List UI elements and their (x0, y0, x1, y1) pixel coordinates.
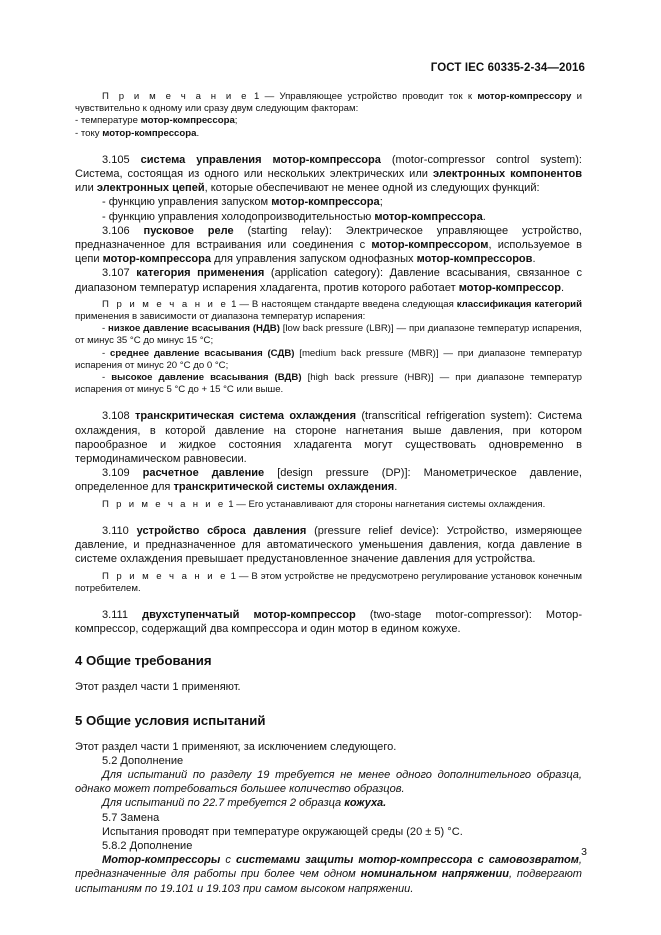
note-term: мотор-компрессора (140, 115, 235, 127)
definition-3111 (75, 608, 582, 636)
defined-term: двухступенчатый мотор-компрессор (142, 608, 356, 621)
list-item-text: - функцию управления запуском (102, 196, 272, 209)
definition-text: (motor-compressor control system): Система, состоящая из одного или нескольких электрических или (75, 153, 582, 181)
note-text: В этом устройстве не предусмотрено регулирование установок конечным потребителем. (75, 570, 583, 594)
defined-term: устройство сброса давления (136, 524, 307, 537)
definition-text: , которые обеспечивают не менее одной из следующих функций: (204, 182, 540, 195)
list-item-text: ; (379, 196, 383, 209)
term-reference: мотор-компрессора (102, 253, 212, 266)
defined-term: пусковое реле (143, 224, 234, 237)
note-label: П р и м е ч а н и е (102, 498, 226, 510)
note-term: высокое давление всасывания (ВДВ) (111, 372, 302, 384)
note-text: [low back pressure (LBR)] — при диапазоне температур испарения, от минус 35 °С до минус 15 °С; (75, 323, 582, 347)
list-item-text: - функцию управления холодопроизводительностью (102, 210, 375, 223)
definition-text: (starting relay): Электрическое управляющее устройство, предназначенное для встраивания или соединения с (75, 224, 582, 252)
note-list-item: - (102, 347, 111, 359)
clause-number: 3.110 (102, 524, 129, 537)
note-term: классификация категорий (456, 298, 582, 310)
term-reference: транскритической системы охлаждения (173, 481, 395, 494)
definition-text: . (561, 281, 565, 294)
note-text: Его устанавливают для стороны нагнетания системы охлаждения. (248, 498, 546, 510)
note-categories (75, 299, 582, 397)
italic-text: , подвергают испытаниям по 19.101 и 19.103 при самом высоком напряжении. (75, 868, 582, 895)
definition-text: [design pressure (DP)]: Манометрическое давление, определенное для (75, 467, 582, 494)
page-number: 3 (581, 846, 587, 858)
definition-text: (pressure relief device): Устройство, измеряющее давление, и предназначенное для автоматического уменьшения давления, когда давление в системе охлаждения превышает предустановленное значение давления для устройства. (75, 524, 582, 566)
definition-3107 (75, 266, 582, 294)
definition-text: (two-stage motor-compressor): Мотор-компрессор, содержащий два компрессора и один мотор в едином кожухе. (75, 608, 582, 636)
note-list-item: - температуре (75, 115, 141, 127)
term-reference: мотор-компрессора (271, 196, 380, 209)
definition-text: (application category): Давление всасывания, связанное с диапазоном температур испарения хладагента, против которого работает (75, 267, 582, 294)
italic-text: , предназначенные для работы при более чем одном (75, 854, 582, 881)
clause-number: 3.106 (102, 224, 130, 237)
subclause-5-7: 5.7 Замена (102, 811, 160, 824)
clause-number: 3.105 (102, 153, 130, 166)
definition-3109 (75, 466, 582, 494)
section-heading-5: 5 Общие условия испытаний (75, 712, 266, 728)
defined-term: категория применения (136, 267, 265, 280)
note-control-device (75, 91, 582, 140)
defined-term: система управления мотор-компрессора (140, 153, 381, 166)
term-reference: мотор-компрессор (458, 281, 561, 294)
subclause-5-8-2: 5.8.2 Дополнение (102, 839, 193, 852)
clause-number: 3.107 (102, 267, 130, 280)
definition-3106 (75, 224, 582, 267)
defined-term: транскритическая система охлаждения (134, 410, 357, 423)
clause-number: 3.111 (102, 608, 129, 621)
subclause-5-2: 5.2 Дополнение (102, 754, 184, 767)
section-4-text: Этот раздел части 1 применяют. (75, 681, 241, 694)
term-reference: электронных цепей (96, 182, 205, 195)
note-label: П р и м е ч а н и е (102, 570, 228, 582)
italic-text: Для испытаний по 22.7 требуется 2 образца (102, 797, 345, 810)
italic-term: номинальном напряжении (360, 868, 509, 881)
clause-number: 3.108 (102, 410, 130, 423)
definition-text: , используемое в цепи (75, 239, 582, 266)
section-heading-4: 4 Общие требования (75, 653, 212, 669)
note-text: Управляющее устройство проводит ток к (279, 91, 478, 102)
italic-text: Для испытаний по разделу 19 требуется не менее одного дополнительного образца, однако может потребоваться большее количество образцов. (75, 768, 582, 796)
list-item (75, 195, 582, 209)
note-label: П р и м е ч а н и е (102, 91, 249, 102)
note-term: мотор-компрессору (477, 91, 572, 102)
definition-3108 (75, 409, 582, 466)
list-item (75, 210, 582, 224)
italic-text: с (220, 854, 237, 867)
italic-term: системами защиты мотор-компрессора с самовозвратом (236, 854, 579, 867)
note-number: 1 — (230, 570, 249, 582)
italic-term: Мотор-компрессоры (102, 854, 221, 867)
subclause-5-7-text: Испытания проводят при температуре окружающей среды (20 ± 5) °С. (102, 825, 463, 838)
page-body (75, 91, 582, 896)
note-relief-device (75, 571, 582, 595)
list-item-text: . (482, 210, 486, 223)
note-text: . (196, 127, 200, 139)
term-reference: мотор-компрессором (371, 239, 489, 252)
definition-3110 (75, 524, 582, 567)
definition-text: (transcritical refrigeration system): Система охлаждения, в которой давление на стороне нагнетания выше давления, при котором парообразное и жидкое состояния хладагента могут существовать одновременно в термодинамическом равновесии. (75, 410, 582, 466)
note-term: низкое давление всасывания (НДВ) (108, 323, 280, 335)
definition-3105 (75, 153, 582, 196)
note-term: среднее давление всасывания (СДВ) (110, 347, 295, 359)
note-list-item: - току (75, 127, 103, 139)
definition-text: для управления запуском однофазных (211, 253, 417, 266)
defined-term: расчетное давление (142, 467, 265, 480)
definition-text: . (394, 481, 398, 494)
term-reference: мотор-компрессора (374, 210, 483, 223)
note-text: ; (234, 115, 238, 127)
note-list-item: - (102, 323, 109, 335)
clause-number: 3.109 (102, 467, 130, 480)
note-number: 1 — (231, 298, 249, 310)
note-text: [medium back pressure (MBR)] — при диапазоне температур испарения от минус 20 °С до 0 °С; (75, 347, 582, 371)
subclause-22-7-text (75, 796, 582, 810)
subclause-5-2-text (75, 768, 582, 796)
definition-text: или (75, 182, 97, 195)
term-reference: электронных компонентов (432, 168, 583, 181)
italic-term: кожуха. (344, 797, 387, 810)
subclause-5-8-2-text (75, 853, 582, 896)
term-reference: мотор-компрессоров (416, 253, 533, 266)
note-number: 1 — (228, 498, 246, 510)
note-number: 1 — (254, 91, 275, 102)
definition-text: . (532, 253, 536, 266)
note-design-pressure (75, 499, 582, 511)
note-label: П р и м е ч а н и е (102, 298, 229, 310)
note-text: В настоящем стандарте введена следующая (251, 298, 457, 310)
note-text: и чувствительно к одному или сразу двум следующим факторам: (75, 91, 582, 115)
document-header: ГОСТ IEC 60335-2-34—2016 (430, 62, 585, 74)
note-term: мотор-компрессора (102, 127, 197, 139)
note-list-item: - (102, 372, 112, 384)
note-text: [high back pressure (HBR)] — при диапазоне температур испарения от минус 5 °С до + 15 °С или выше. (75, 372, 582, 396)
note-text: применения в зависимости от диапазона температур испарения: (75, 311, 366, 323)
section-5-text: Этот раздел части 1 применяют, за исключением следующего. (75, 740, 397, 753)
